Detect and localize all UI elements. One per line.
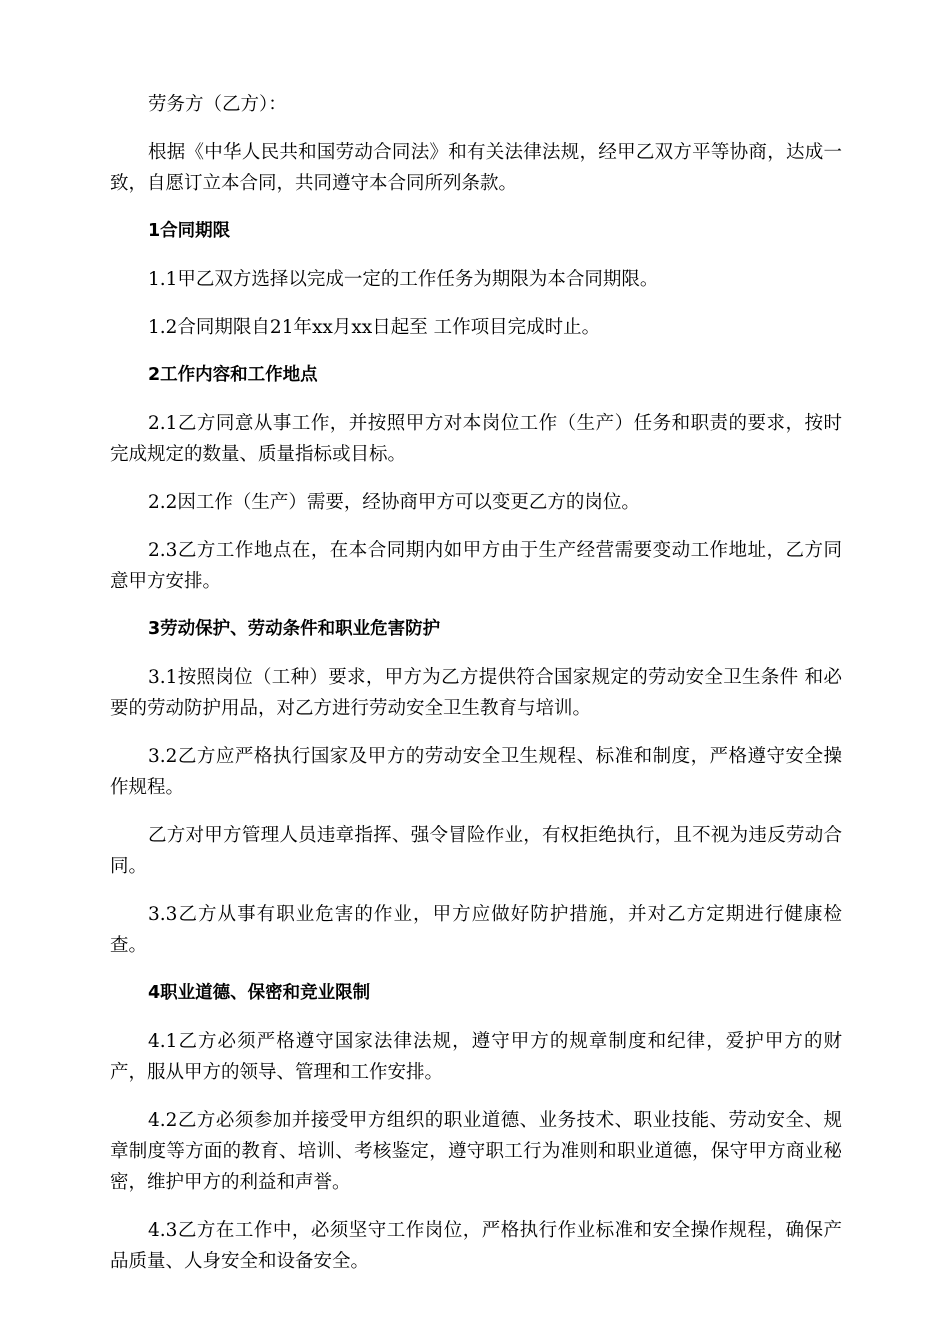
clause-3-1: 3.1按照岗位（工种）要求，甲方为乙方提供符合国家规定的劳动安全卫生条件 和必要的劳动防护用品，对乙方进行劳动安全卫生教育与培训。 [110,667,842,719]
clause-2-3: 2.3乙方工作地点在，在本合同期内如甲方由于生产经营需要变动工作地址，乙方同意甲方安排。 [110,540,842,592]
clause-2-1: 2.1乙方同意从事工作，并按照甲方对本岗位工作（生产）任务和职责的要求，按时完成规定的数量、质量指标或目标。 [110,413,842,465]
clause-3-2-note: 乙方对甲方管理人员违章指挥、强令冒险作业，有权拒绝执行，且不视为违反劳动合同。 [110,825,842,877]
clause-1-1: 1.1甲乙双方选择以完成一定的工作任务为期限为本合同期限。 [148,269,659,290]
clause-4-3: 4.3乙方在工作中，必须坚守工作岗位，严格执行作业标准和安全操作规程，确保产品质量、人身安全和设备安全。 [110,1220,842,1272]
clause-3-3: 3.3乙方从事有职业危害的作业，甲方应做好防护措施，并对乙方定期进行健康检查。 [110,904,842,956]
section-heading-3: 3劳动保护、劳动条件和职业危害防护 [148,619,441,639]
clause-2-2: 2.2因工作（生产）需要，经协商甲方可以变更乙方的岗位。 [148,492,640,513]
document-page [110,89,842,1277]
clause-3-2: 3.2乙方应严格执行国家及甲方的劳动安全卫生规程、标准和制度，严格遵守安全操作规程。 [110,746,842,798]
section-heading-1: 1合同期限 [148,221,231,241]
party-b-line: 劳务方（乙方）： [148,94,287,115]
clause-1-2: 1.2合同期限自21年xx月xx日起至 工作项目完成时止。 [148,317,601,338]
clause-4-2: 4.2乙方必须参加并接受甲方组织的职业道德、业务技术、职业技能、劳动安全、规章制度等方面的教育、培训、考核鉴定，遵守职工行为准则和职业道德，保守甲方商业秘密，维护甲方的利益和声誉。 [110,1110,842,1193]
section-heading-2: 2工作内容和工作地点 [148,365,318,385]
preamble-paragraph: 根据《中华人民共和国劳动合同法》和有关法律法规，经甲乙双方平等协商，达成一致，自愿订立本合同，共同遵守本合同所列条款。 [110,142,842,194]
clause-4-1: 4.1乙方必须严格遵守国家法律法规，遵守甲方的规章制度和纪律，爱护甲方的财产，服从甲方的领导、管理和工作安排。 [110,1031,842,1083]
section-heading-4: 4职业道德、保密和竞业限制 [148,983,371,1003]
